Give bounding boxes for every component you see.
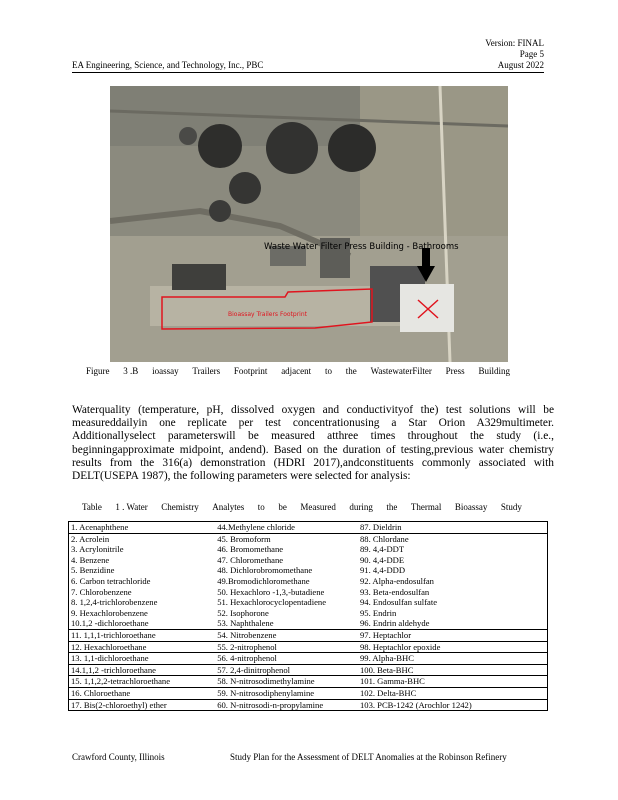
page-number: Page 5 [519,49,544,59]
caption-word: be [278,502,287,512]
table-cell: 99. Alpha-BHC [358,653,548,665]
table-row [69,618,548,629]
version-label: Version: FINAL [485,38,544,48]
table-row [69,664,548,676]
table-cell: 60. N-nitrosodi-n-propylamine [215,699,358,711]
table-cell: 5. Benzidine [69,565,216,576]
caption-word: Trailers [192,366,221,376]
caption-word: during [349,502,373,512]
caption-word: Table [82,502,102,512]
table-cell: 13. 1,1-dichloroethane [69,653,216,665]
table-cell: 93. Beta-endosulfan [358,587,548,598]
company-name: EA Engineering, Science, and Technology, Inc., PBC [72,60,264,70]
table-cell: 97. Heptachlor [358,629,548,641]
table-row [69,629,548,641]
table-row [69,687,548,699]
table-row [69,533,548,544]
table-cell: 45. Bromoform [215,533,358,544]
table-cell: 56. 4-nitrophenol [215,653,358,665]
table-row [69,699,548,711]
table-cell: 9. Hexachlorobenzene [69,608,216,619]
table-cell: 52. Isophorone [217,607,269,618]
table-cell: 92. Alpha-endosulfan [358,576,548,587]
table-row [69,608,548,619]
header-rule [72,72,544,73]
caption-word: adjacent [281,366,312,376]
table-cell: 100. Beta-BHC [358,664,548,676]
table-cell: 15. 1,1,2,2-tetrachloroethane [69,676,216,688]
caption-word: Bioassay [454,502,488,512]
page-footer [72,752,544,762]
table-cell: 48. Dichlorobromomethane [217,565,313,576]
footprint-label: Bioassay Trailers Footprint [228,311,307,318]
table-cell: 8. 1,2,4-trichlorobenzene [69,597,216,608]
table-cell: 51. Hexachlorocyclopentadiene [217,597,327,608]
table-row [69,641,548,653]
table-cell: 90. 4,4-DDE [358,555,548,566]
table-row [69,565,548,576]
table-cell: 87. Dieldrin [358,522,548,534]
table-cell: 54. Nitrobenzene [215,629,358,641]
figure-caption [86,366,510,376]
table-cell: 10.1,2 -dichloroethane [69,618,216,629]
table-cell: 16. Chloroethane [69,687,216,699]
caption-word: Analytes [212,502,245,512]
footer-title: Study Plan for the Assessment of DELT Anomalies at the Robinson Refinery [230,752,507,762]
table-cell: 47. Chloromethane [217,554,284,565]
analytes-table [68,521,548,711]
table-cell: 49.Bromodichloromethane [217,575,310,586]
table-cell: 91. 4,4-DDD [358,565,548,576]
table-cell: 89. 4,4-DDT [358,544,548,555]
caption-word: Footprint [233,366,268,376]
table-cell: 14.1,1,2 -trichloroethane [69,664,216,676]
table-cell: 95. Endrin [358,608,548,619]
table-cell: 44.Methylene chloride [215,522,358,534]
table-row [69,653,548,665]
table-cell: 88. Chlordane [358,533,548,544]
caption-word: Press [445,366,465,376]
table-cell: 55. 2-nitrophenol [215,641,358,653]
table-row [69,587,548,598]
table-row [69,576,548,587]
table-cell: 6. Carbon tetrachloride [69,576,216,587]
table-cell: 50. Hexachloro -1,3,-butadiene [217,586,325,597]
caption-word: ioassay [152,366,179,376]
table-row [69,544,548,555]
table-cell: 3. Acrylonitrile [69,544,216,555]
table-cell: 2. Acrolein [69,533,216,544]
footer-location: Crawford County, Illinois [72,752,165,762]
table-row [69,676,548,688]
caption-word: the [345,366,357,376]
table-cell: 11. 1,1,1-trichloroethane [69,629,216,641]
table-cell: 4. Benzene [69,555,216,566]
table-cell: 53. Naphthalene [217,618,274,629]
table-cell: 46. Bromomethane [217,544,284,555]
caption-word: to [257,502,265,512]
table-row [69,555,548,566]
table-cell: 96. Endrin aldehyde [358,618,548,629]
table-cell: 12. Hexachloroethane [69,641,216,653]
table-caption [82,502,522,512]
caption-word: Study [500,502,522,512]
table-cell: 94. Endosulfan sulfate [358,597,548,608]
caption-word: Chemistry [161,502,199,512]
body-paragraph: Waterquality (temperature, pH, dissolved oxygen and conductivityof the) test solutions will be measureddailyin one replicate per test concentrationusing a Star Orion A329multimeter. Additionallyselect parameterswill be measured atthree times throughout the study (i.e., beginningapproximate midpoint, andend). Based on the duration of testing,previous water chemistry results from the 316(a) demonstration (HDRI 2017),andconstituents commonly associated with DELT(USEPA 1987), the following parameters were selected for analysis: [72,404,554,483]
caption-word: the [386,502,398,512]
photo-building-label: Waste Water Filter Press Building - Bathrooms [264,242,459,252]
table-cell: 103. PCB-1242 (Arochlor 1242) [358,699,548,711]
caption-word: Thermal [410,502,442,512]
table-cell: 57. 2,4-dinitrophenol [215,664,358,676]
caption-word: to [324,366,332,376]
table-row [69,597,548,608]
caption-word: Figure [86,366,110,376]
table-cell: 98. Heptachlor epoxide [358,641,548,653]
table-cell: 7. Chlorobenzene [69,587,216,598]
table-cell: 17. Bis(2-chloroethyl) ether [69,699,216,711]
table-cell: 58. N-nitrosodimethylamine [215,676,358,688]
caption-word: Measured [300,502,336,512]
caption-word: Building [478,366,510,376]
caption-word: 1 . Water [115,502,148,512]
table-cell: 101. Gamma-BHC [358,676,548,688]
report-date: August 2022 [497,60,544,70]
caption-word: 3 .B [123,366,139,376]
table-row [69,522,548,534]
table-cell: 59. N-nitrosodiphenylamine [215,687,358,699]
caption-word: WastewaterFilter [370,366,432,376]
aerial-photo [110,86,508,362]
header-meta [485,38,544,71]
table-cell: 1. Acenaphthene [69,522,216,534]
table-cell: 102. Delta-BHC [358,687,548,699]
